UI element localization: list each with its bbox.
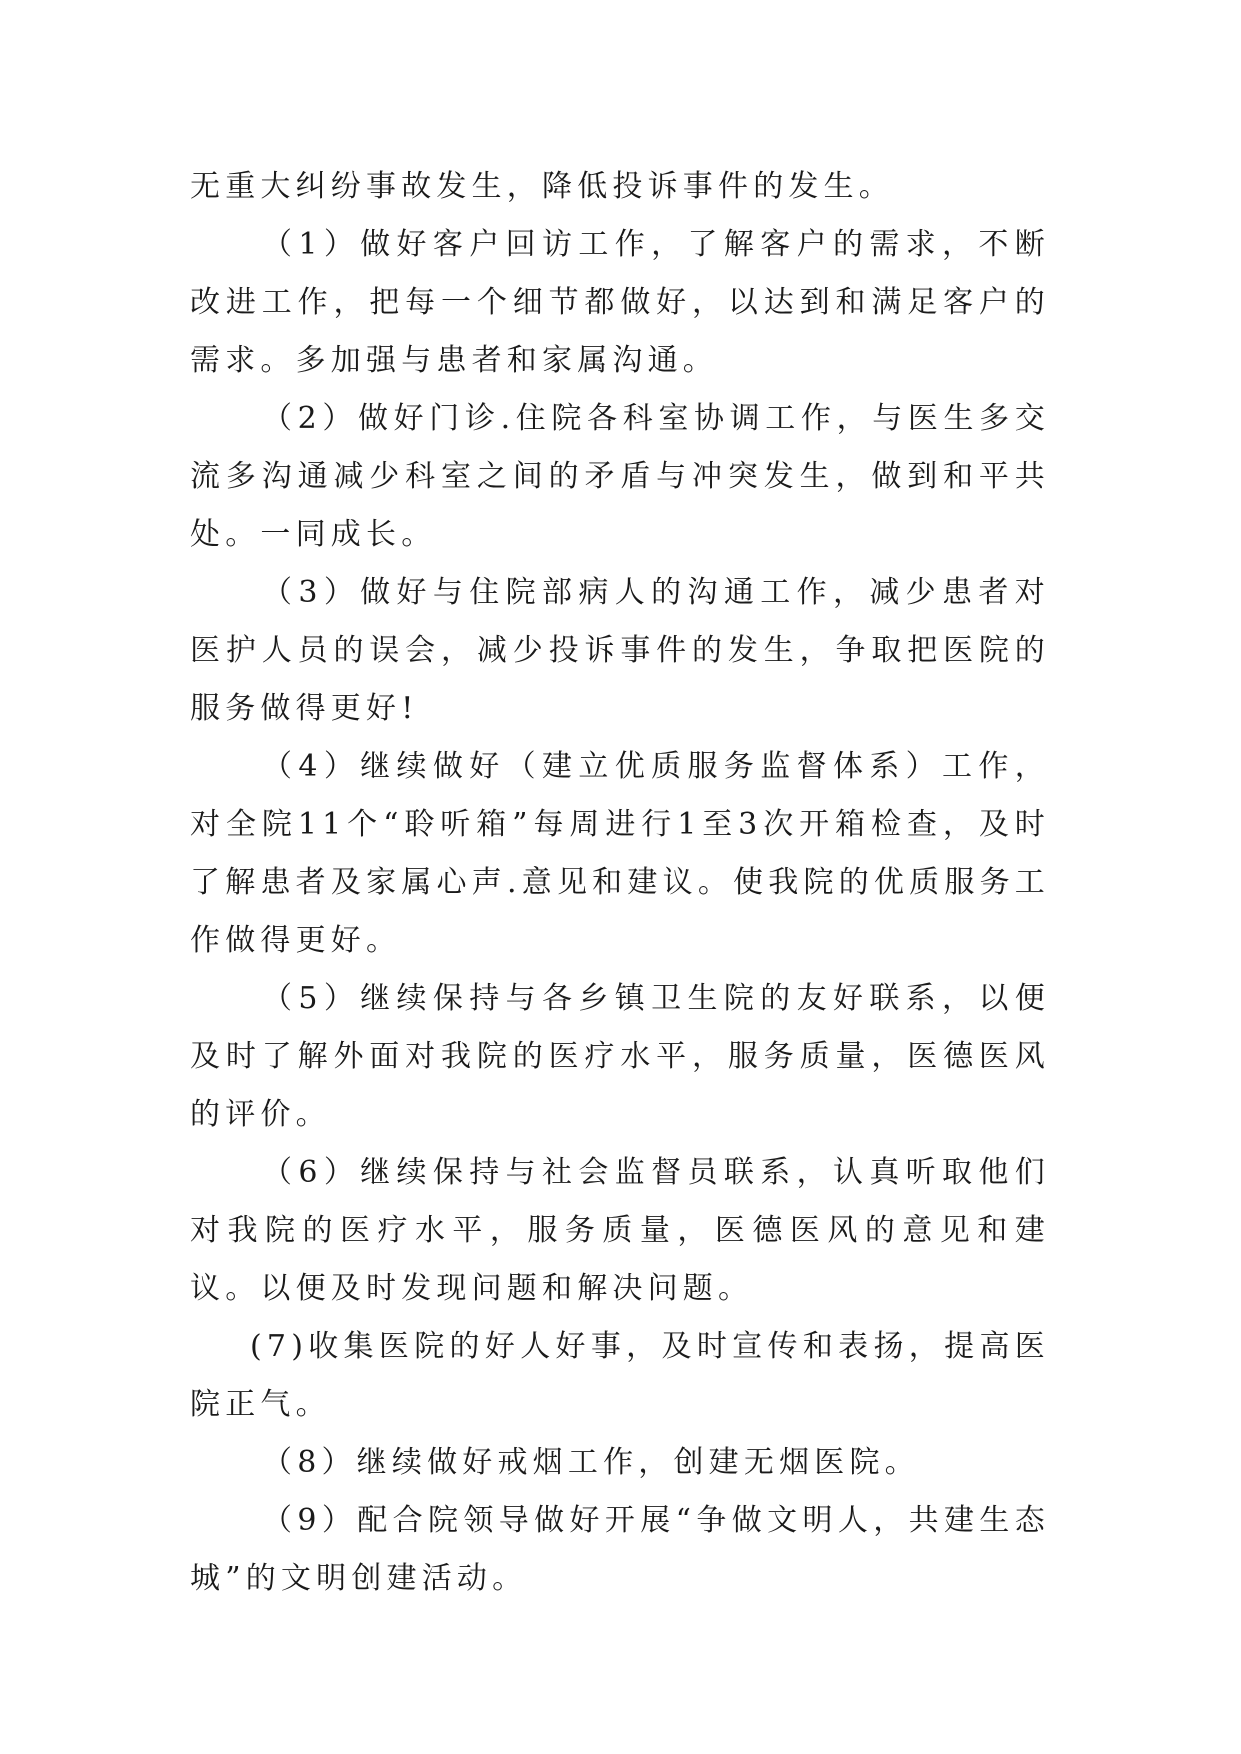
paragraph-item-9: （9）配合院领导做好开展“争做文明人，共建生态城”的文明创建活动。 (190, 1503, 1050, 1596)
paragraph-item-4: （4）继续做好（建立优质服务监督体系）工作，对全院11个“聆听箱”每周进行1至3次开箱检查，及时了解患者及家属心声.意见和建议。使我院的优质服务工作做得更好。 (190, 749, 1050, 958)
paragraph-continuation: 无重大纠纷事故发生，降低投诉事件的发生。 (190, 169, 894, 204)
paragraph-item-3: （3）做好与住院部病人的沟通工作，减少患者对医护人员的误会，减少投诉事件的发生，争取把医院的服务做得更好! (190, 575, 1050, 726)
paragraph-item-6: （6）继续保持与社会监督员联系，认真听取他们对我院的医疗水平，服务质量，医德医风的意见和建议。以便及时发现问题和解决问题。 (190, 1155, 1050, 1306)
paragraph-item-7: (7)收集医院的好人好事，及时宣传和表扬，提高医院正气。 (190, 1329, 1050, 1422)
paragraph-item-2: （2）做好门诊.住院各科室协调工作，与医生多交流多沟通减少科室之间的矛盾与冲突发生，做到和平共处。一同成长。 (190, 401, 1050, 552)
paragraph-item-1: （1）做好客户回访工作，了解客户的需求，不断改进工作，把每一个细节都做好，以达到和满足客户的需求。多加强与患者和家属沟通。 (190, 227, 1050, 378)
paragraph-item-5: （5）继续保持与各乡镇卫生院的友好联系，以便及时了解外面对我院的医疗水平，服务质量，医德医风的评价。 (190, 981, 1050, 1132)
document-body (190, 158, 1050, 1608)
paragraph-item-8: （8）继续做好戒烟工作，创建无烟医院。 (262, 1445, 920, 1480)
